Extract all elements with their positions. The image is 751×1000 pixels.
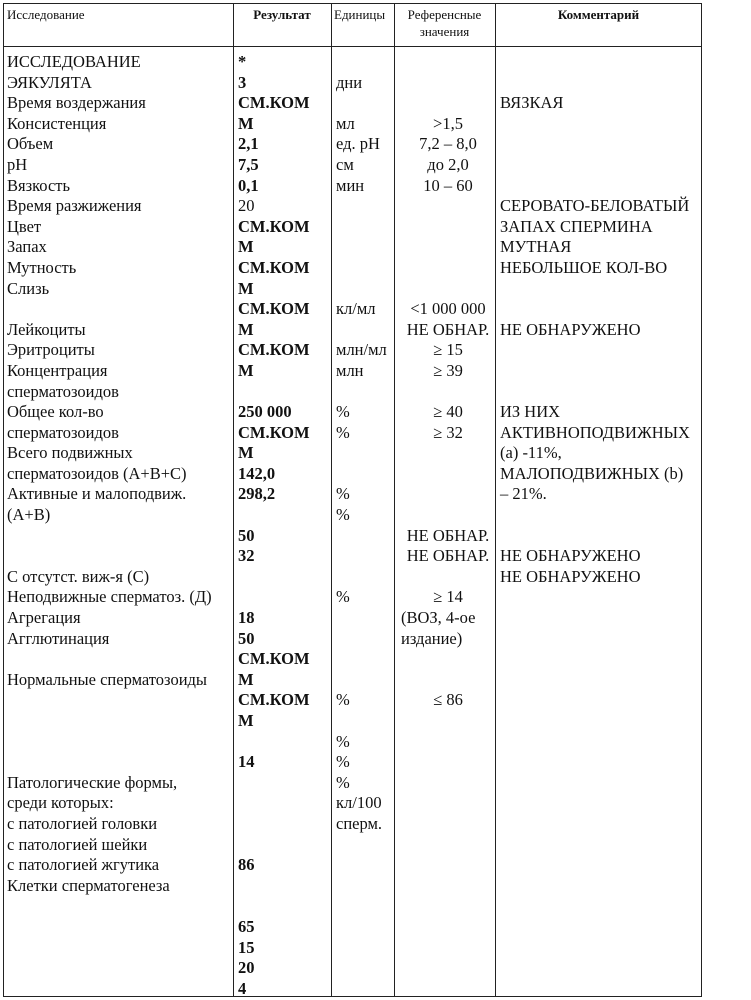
comment-cell: МУТНАЯ [500, 237, 572, 257]
result-cell: 50 [238, 628, 255, 648]
test-name-cell: сперматозоидов [7, 422, 119, 442]
test-name-cell: ИССЛЕДОВАНИЕ [7, 52, 141, 71]
comment-cell [500, 855, 704, 876]
reference-cell: ≥ 15 [433, 340, 463, 360]
reference-cell [398, 649, 498, 670]
header-result: Результат [253, 7, 311, 22]
result-cell: М [238, 319, 254, 339]
test-name-cell: Мутность [7, 257, 77, 277]
unit-cell: млн [336, 360, 364, 380]
test-name-cell [7, 979, 233, 1000]
unit-cell [336, 279, 396, 300]
header-reference-line2: значения [419, 24, 470, 39]
reference-cell: ≥ 39 [433, 360, 463, 380]
test-name-cell [7, 711, 233, 732]
result-cell: 298,2 [238, 484, 276, 504]
result-cell: СМ.КОМ [238, 340, 310, 360]
reference-cell [398, 917, 498, 938]
result-cell: СМ.КОМ [238, 649, 310, 669]
unit-cell [336, 52, 396, 73]
comment-cell: – 21%. [500, 484, 547, 504]
test-name-cell [7, 896, 233, 917]
comment-cell [500, 340, 704, 361]
result-cell [238, 835, 330, 856]
test-name-cell [7, 299, 233, 320]
reference-cell [398, 958, 498, 979]
header-divider [4, 46, 701, 47]
unit-cell [336, 917, 396, 938]
result-cell: 2,1 [238, 134, 259, 154]
unit-cell [336, 443, 396, 464]
comment-cell [500, 176, 704, 197]
comment-cell [500, 938, 704, 959]
reference-cell: НЕ ОБНАР. [406, 546, 490, 566]
reference-cell [398, 670, 498, 691]
reference-cell [398, 93, 498, 114]
reference-cell [398, 979, 498, 1000]
result-cell: М [238, 113, 254, 133]
result-cell: 4 [238, 978, 247, 998]
test-name-cell: Консистенция [7, 113, 107, 133]
reference-cell: ≥ 40 [433, 402, 463, 422]
reference-cell [398, 217, 498, 238]
test-name-cell [7, 546, 233, 567]
test-name-cell [7, 732, 233, 753]
unit-cell [336, 855, 396, 876]
test-name-cell: сперматозоидов (A+B+C) [7, 463, 187, 483]
unit-cell [336, 526, 396, 547]
header-test: Исследование [7, 7, 85, 22]
result-cell: М [238, 443, 254, 463]
result-cell [238, 587, 330, 608]
unit-cell: % [336, 731, 350, 751]
comment-cell [500, 649, 704, 670]
test-name-cell: Запах [7, 237, 47, 257]
result-cell: 15 [238, 937, 255, 957]
comment-cell: (a) -11%, [500, 443, 562, 463]
test-name-cell: ЭЯКУЛЯТА [7, 72, 92, 92]
unit-cell: дни [336, 72, 363, 92]
unit-cell [336, 670, 396, 691]
unit-cell [336, 464, 396, 485]
unit-cell: сперм. [336, 813, 383, 833]
result-cell: СМ.КОМ [238, 299, 310, 319]
reference-cell [398, 258, 498, 279]
comment-cell [500, 155, 704, 176]
comment-cell [500, 773, 704, 794]
comment-cell [500, 114, 704, 135]
comment-cell [500, 526, 704, 547]
unit-cell [336, 93, 396, 114]
reference-cell: 7,2 – 8,0 [419, 134, 477, 154]
column-units [336, 52, 396, 999]
result-cell: М [238, 237, 254, 257]
column-reference [398, 52, 498, 999]
test-name-cell: Вязкость [7, 175, 71, 195]
unit-cell: % [336, 402, 350, 422]
result-cell: 32 [238, 546, 255, 566]
result-cell: СМ.КОМ [238, 216, 310, 236]
unit-cell [336, 938, 396, 959]
unit-cell [336, 320, 396, 341]
test-name-cell: pH [7, 154, 28, 174]
unit-cell: мин [336, 175, 365, 195]
unit-cell: ед. pH [336, 134, 380, 154]
column-results [238, 52, 330, 999]
comment-cell [500, 711, 704, 732]
reference-cell [398, 876, 498, 897]
reference-cell [398, 814, 498, 835]
comment-cell [500, 835, 704, 856]
comment-cell [500, 814, 704, 835]
reference-cell [398, 855, 498, 876]
result-cell [238, 814, 330, 835]
test-name-cell [7, 690, 233, 711]
reference-cell: ≥ 32 [433, 422, 463, 442]
column-test-names [7, 52, 233, 999]
comment-cell [500, 979, 704, 1000]
header-units: Единицы [334, 7, 386, 22]
comment-cell: АКТИВНОПОДВИЖНЫХ [500, 422, 690, 442]
unit-cell [336, 835, 396, 856]
comment-cell [500, 690, 704, 711]
result-cell: СМ.КОМ [238, 422, 310, 442]
unit-cell: мл [336, 113, 355, 133]
test-name-cell: Эритроциты [7, 340, 95, 360]
test-name-cell [7, 526, 233, 547]
reference-cell [398, 484, 498, 505]
result-cell: 142,0 [238, 463, 276, 483]
reference-cell [398, 732, 498, 753]
unit-cell: % [336, 772, 350, 792]
comment-cell: НЕ ОБНАРУЖЕНО [500, 546, 641, 566]
reference-cell: 10 – 60 [423, 175, 473, 195]
unit-cell: % [336, 587, 350, 607]
unit-cell [336, 608, 396, 629]
result-cell [238, 793, 330, 814]
result-cell: М [238, 711, 254, 730]
header-reference [394, 6, 495, 40]
reference-cell: >1,5 [433, 113, 463, 133]
test-name-cell: сперматозоидов [7, 381, 119, 401]
result-cell: 14 [238, 752, 255, 772]
unit-cell [336, 217, 396, 238]
test-name-cell: С отсутст. виж-я (С) [7, 566, 150, 586]
test-name-cell: среди которых: [7, 793, 114, 813]
column-divider [331, 4, 332, 996]
test-name-cell: Объем [7, 134, 54, 154]
result-cell: 65 [238, 916, 255, 936]
test-name-cell: Патологические формы, [7, 772, 178, 792]
reference-cell [398, 464, 498, 485]
result-cell [238, 896, 330, 917]
unit-cell [336, 979, 396, 1000]
reference-cell [398, 711, 498, 732]
unit-cell [336, 382, 396, 403]
result-cell [238, 382, 330, 403]
unit-cell: % [336, 505, 350, 525]
result-cell: М [238, 360, 254, 380]
unit-cell [336, 546, 396, 567]
comment-cell [500, 752, 704, 773]
comment-cell [500, 876, 704, 897]
test-name-cell: (A+B) [7, 505, 51, 525]
result-cell [238, 505, 330, 526]
unit-cell [336, 629, 396, 650]
reference-cell: ≤ 86 [433, 690, 463, 710]
result-cell [238, 732, 330, 753]
reference-cell [398, 567, 498, 588]
test-name-cell: с патологией жгутика [7, 855, 160, 875]
unit-cell: млн/мл [336, 340, 387, 360]
reference-cell [398, 73, 498, 94]
unit-cell: кл/мл [336, 299, 376, 319]
test-name-cell [7, 752, 233, 773]
comment-cell [500, 587, 704, 608]
comment-cell [500, 896, 704, 917]
unit-cell: % [336, 752, 350, 772]
result-cell [238, 567, 330, 588]
result-cell: СМ.КОМ [238, 690, 310, 710]
result-cell [238, 876, 330, 897]
reference-cell: (ВОЗ, 4-ое [401, 608, 476, 628]
reference-cell [398, 793, 498, 814]
reference-cell: <1 000 000 [410, 299, 486, 319]
test-name-cell: Нормальные сперматозоиды [7, 669, 208, 689]
comment-cell: НЕ ОБНАРУЖЕНО [500, 566, 641, 586]
comment-cell [500, 670, 704, 691]
comment-cell [500, 505, 704, 526]
semen-analysis-table [3, 3, 702, 997]
comment-cell: ИЗ НИХ [500, 402, 561, 422]
unit-cell [336, 896, 396, 917]
result-cell: М [238, 278, 254, 298]
test-name-cell [7, 938, 233, 959]
result-cell: 0,1 [238, 175, 259, 195]
test-name-cell: Активные и малоподвиж. [7, 484, 187, 504]
unit-cell: % [336, 422, 350, 442]
comment-cell: ЗАПАХ СПЕРМИНА [500, 216, 653, 236]
result-cell: * [238, 52, 247, 71]
unit-cell [336, 876, 396, 897]
reference-cell [398, 773, 498, 794]
comment-cell: ВЯЗКАЯ [500, 93, 564, 113]
unit-cell [336, 196, 396, 217]
reference-cell [398, 896, 498, 917]
test-name-cell: Цвет [7, 216, 42, 236]
test-name-cell [7, 649, 233, 670]
comment-cell [500, 299, 704, 320]
test-name-cell: Лейкоциты [7, 319, 86, 339]
reference-cell [398, 835, 498, 856]
reference-cell [398, 443, 498, 464]
test-name-cell: Агглютинация [7, 628, 110, 648]
test-name-cell: Агрегация [7, 608, 81, 628]
result-cell: М [238, 669, 254, 689]
comment-cell: СЕРОВАТО-БЕЛОВАТЫЙ [500, 196, 690, 216]
comment-cell [500, 52, 704, 73]
comment-cell [500, 629, 704, 650]
test-name-cell: Общее кол-во [7, 402, 104, 422]
reference-cell [398, 752, 498, 773]
unit-cell [336, 258, 396, 279]
unit-cell: см [336, 154, 354, 174]
result-cell [238, 773, 330, 794]
comment-cell [500, 361, 704, 382]
column-comments [500, 52, 704, 999]
header-reference-line1: Референсные [407, 7, 482, 22]
result-cell: 20 [238, 196, 255, 216]
comment-cell [500, 958, 704, 979]
test-name-cell [7, 917, 233, 938]
reference-cell: НЕ ОБНАР. [406, 525, 490, 545]
reference-cell: ≥ 14 [433, 587, 463, 607]
result-cell: 18 [238, 608, 255, 628]
test-name-cell: Неподвижные сперматоз. (Д) [7, 587, 212, 607]
header-comment: Комментарий [557, 7, 640, 22]
reference-cell: издание) [401, 628, 463, 648]
unit-cell [336, 958, 396, 979]
result-cell: СМ.КОМ [238, 257, 310, 277]
reference-cell [398, 938, 498, 959]
test-name-cell: Время разжижения [7, 196, 142, 216]
test-name-cell: Концентрация [7, 360, 108, 380]
reference-cell [398, 505, 498, 526]
test-name-cell: с патологией головки [7, 813, 158, 833]
unit-cell [336, 711, 396, 732]
unit-cell [336, 237, 396, 258]
reference-cell [398, 196, 498, 217]
result-cell: 250 000 [238, 402, 292, 422]
test-name-cell: Всего подвижных [7, 443, 133, 463]
comment-cell [500, 73, 704, 94]
comment-cell [500, 732, 704, 753]
result-cell: 7,5 [238, 154, 259, 174]
reference-cell: до 2,0 [427, 154, 469, 174]
unit-cell [336, 649, 396, 670]
reference-cell [398, 52, 498, 73]
comment-cell [500, 793, 704, 814]
comment-cell [500, 917, 704, 938]
reference-cell [398, 279, 498, 300]
comment-cell: МАЛОПОДВИЖНЫХ (b) [500, 463, 684, 483]
reference-cell [398, 382, 498, 403]
test-name-cell: Клетки сперматогенеза [7, 875, 170, 895]
result-cell: 86 [238, 855, 255, 875]
comment-cell [500, 382, 704, 403]
comment-cell [500, 608, 704, 629]
comment-cell: НЕ ОБНАРУЖЕНО [500, 319, 641, 339]
comment-cell [500, 279, 704, 300]
test-name-cell [7, 958, 233, 979]
unit-cell: % [336, 484, 350, 504]
result-cell: 3 [238, 72, 247, 92]
test-name-cell: Время воздержания [7, 93, 146, 113]
unit-cell [336, 567, 396, 588]
reference-cell [398, 237, 498, 258]
comment-cell: НЕБОЛЬШОЕ КОЛ-ВО [500, 257, 668, 277]
reference-cell: НЕ ОБНАР. [406, 319, 490, 339]
result-cell: 20 [238, 958, 255, 978]
unit-cell: кл/100 [336, 793, 382, 813]
test-name-cell: Слизь [7, 278, 50, 298]
test-name-cell: с патологией шейки [7, 834, 148, 854]
unit-cell: % [336, 690, 350, 710]
result-cell: 50 [238, 525, 255, 545]
comment-cell [500, 134, 704, 155]
result-cell: СМ.КОМ [238, 93, 310, 113]
column-divider [233, 4, 234, 996]
